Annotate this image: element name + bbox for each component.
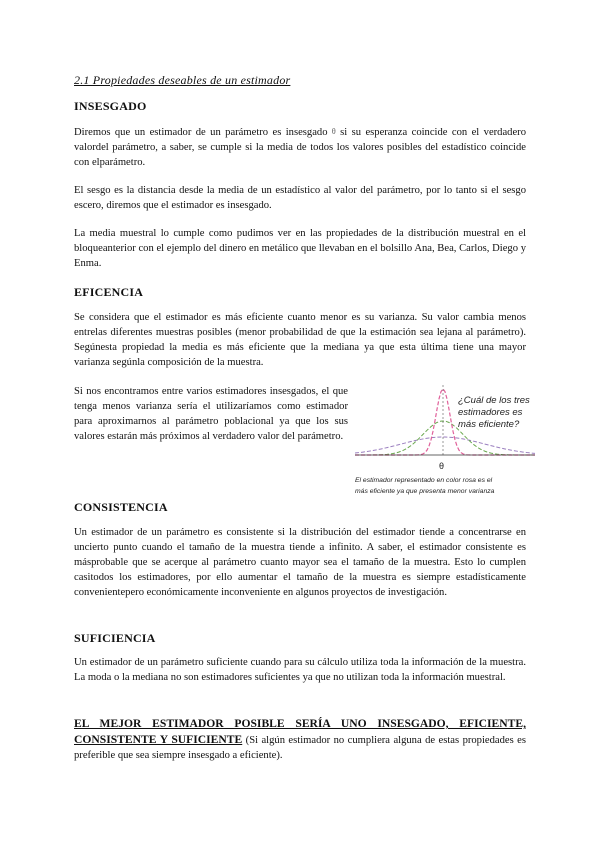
insesgado-paragraph-3: La media muestral lo cumple como pudimos ver en las propiedades de la distribución muestral en el bloqueanterior con el ejemplo del dinero en metálico que llevaban en el bolsillo Ana, Bea, Carlos, Diego y Enma. [74, 228, 526, 269]
wide-variance-curve [355, 437, 535, 453]
efficiency-figure [355, 383, 535, 498]
theta-axis-label: θ [439, 461, 445, 471]
eficiencia-paragraph-2: Si nos encontramos entre varios estimadores insesgados, el que tenga menos varianza sería el utilizaríamos como estimador para aproximarnos al parámetro poblacional ya que los sus valores estarán más próximos al verdadero valor del parámetro. [74, 386, 348, 442]
insesgado-p1-text: Diremos que un estimador de un parámetro es insesgado [74, 127, 328, 138]
insesgado-paragraph-1 [74, 124, 526, 170]
insesgado-p1-rest: si su esperanza coincide con el verdadero valordel parámetro, a saber, se cumple si la media de todos los valores posibles del estadístico coincide con elparámetro. [74, 127, 526, 168]
suficiencia-paragraph-1: Un estimador de un parámetro suficiente cuando para su cálculo utiliza toda la información de la muestra. La moda o la mediana no son estimadores suficientes ya que no utilizan toda la información muestral. [74, 657, 526, 683]
consistencia-paragraph-1: Un estimador de un parámetro es consistente si la distribución del estimador tiende a concentrarse en uncierto punto cuando el tamaño de la muestra tiende a infinito. A saber, el estimador consistente es másprobable que se acerque al parámetro cuanto mayor sea el tamaño de la muestra. Esto lo cumplen casitodos los estimadores, por ello aumentar el tamaño de la muestra es siempre estadísticamente convenientepero económicamente inconveniente en algunos proyectos de investigación. [74, 527, 526, 598]
figure-question-line-2: estimadores es [458, 407, 523, 418]
efficiency-figure-svg [355, 383, 535, 498]
theta-symbol: θ [331, 127, 336, 136]
eficiencia-paragraph-1: Se considera que el estimador es más eficiente cuanto menor es su varianza. Su valor cambia menos entrelas diferentes muestras posibles (menor probabilidad de que la estimación sea lejana al parámetro). Segúnesta propiedad la media es más eficiente que la mediana ya que esta última tiene una mayor varianza segúnla composición de la muestra. [74, 312, 526, 368]
insesgado-paragraph-2: El sesgo es la distancia desde la media de un estadístico al valor del parámetro, por lo tanto si el sesgo escero, diremos que el estimador es insesgado. [74, 185, 526, 211]
figure-caption-line-1: El estimador representado en color rosa es el [355, 477, 493, 484]
conclusion-paragraph [74, 716, 526, 763]
heading-insesgado: INSESGADO [74, 99, 147, 113]
heading-consistencia: CONSISTENCIA [74, 500, 168, 514]
figure-caption-line-2: más eficiente ya que presenta menor varianza [355, 488, 495, 495]
figure-question-line-1: ¿Cuál de los tres [458, 395, 530, 406]
conclusion-rest: (Si algún estimador no cumpliera alguna de estas propiedades es preferible que sea siempre insesgado a eficiente). [74, 735, 527, 761]
conclusion-strong: EL MEJOR ESTIMADOR POSIBLE SERÍA UNO INSESGADO, EFICIENTE, CONSISTENTE Y SUFICIENTE [74, 717, 526, 746]
heading-suficiencia: SUFICIENCIA [74, 631, 156, 645]
heading-eficiencia: EFICENCIA [74, 285, 144, 299]
figure-question-line-3: más eficiente? [458, 419, 520, 430]
section-title: 2.1 Propiedades deseables de un estimador [74, 73, 291, 87]
